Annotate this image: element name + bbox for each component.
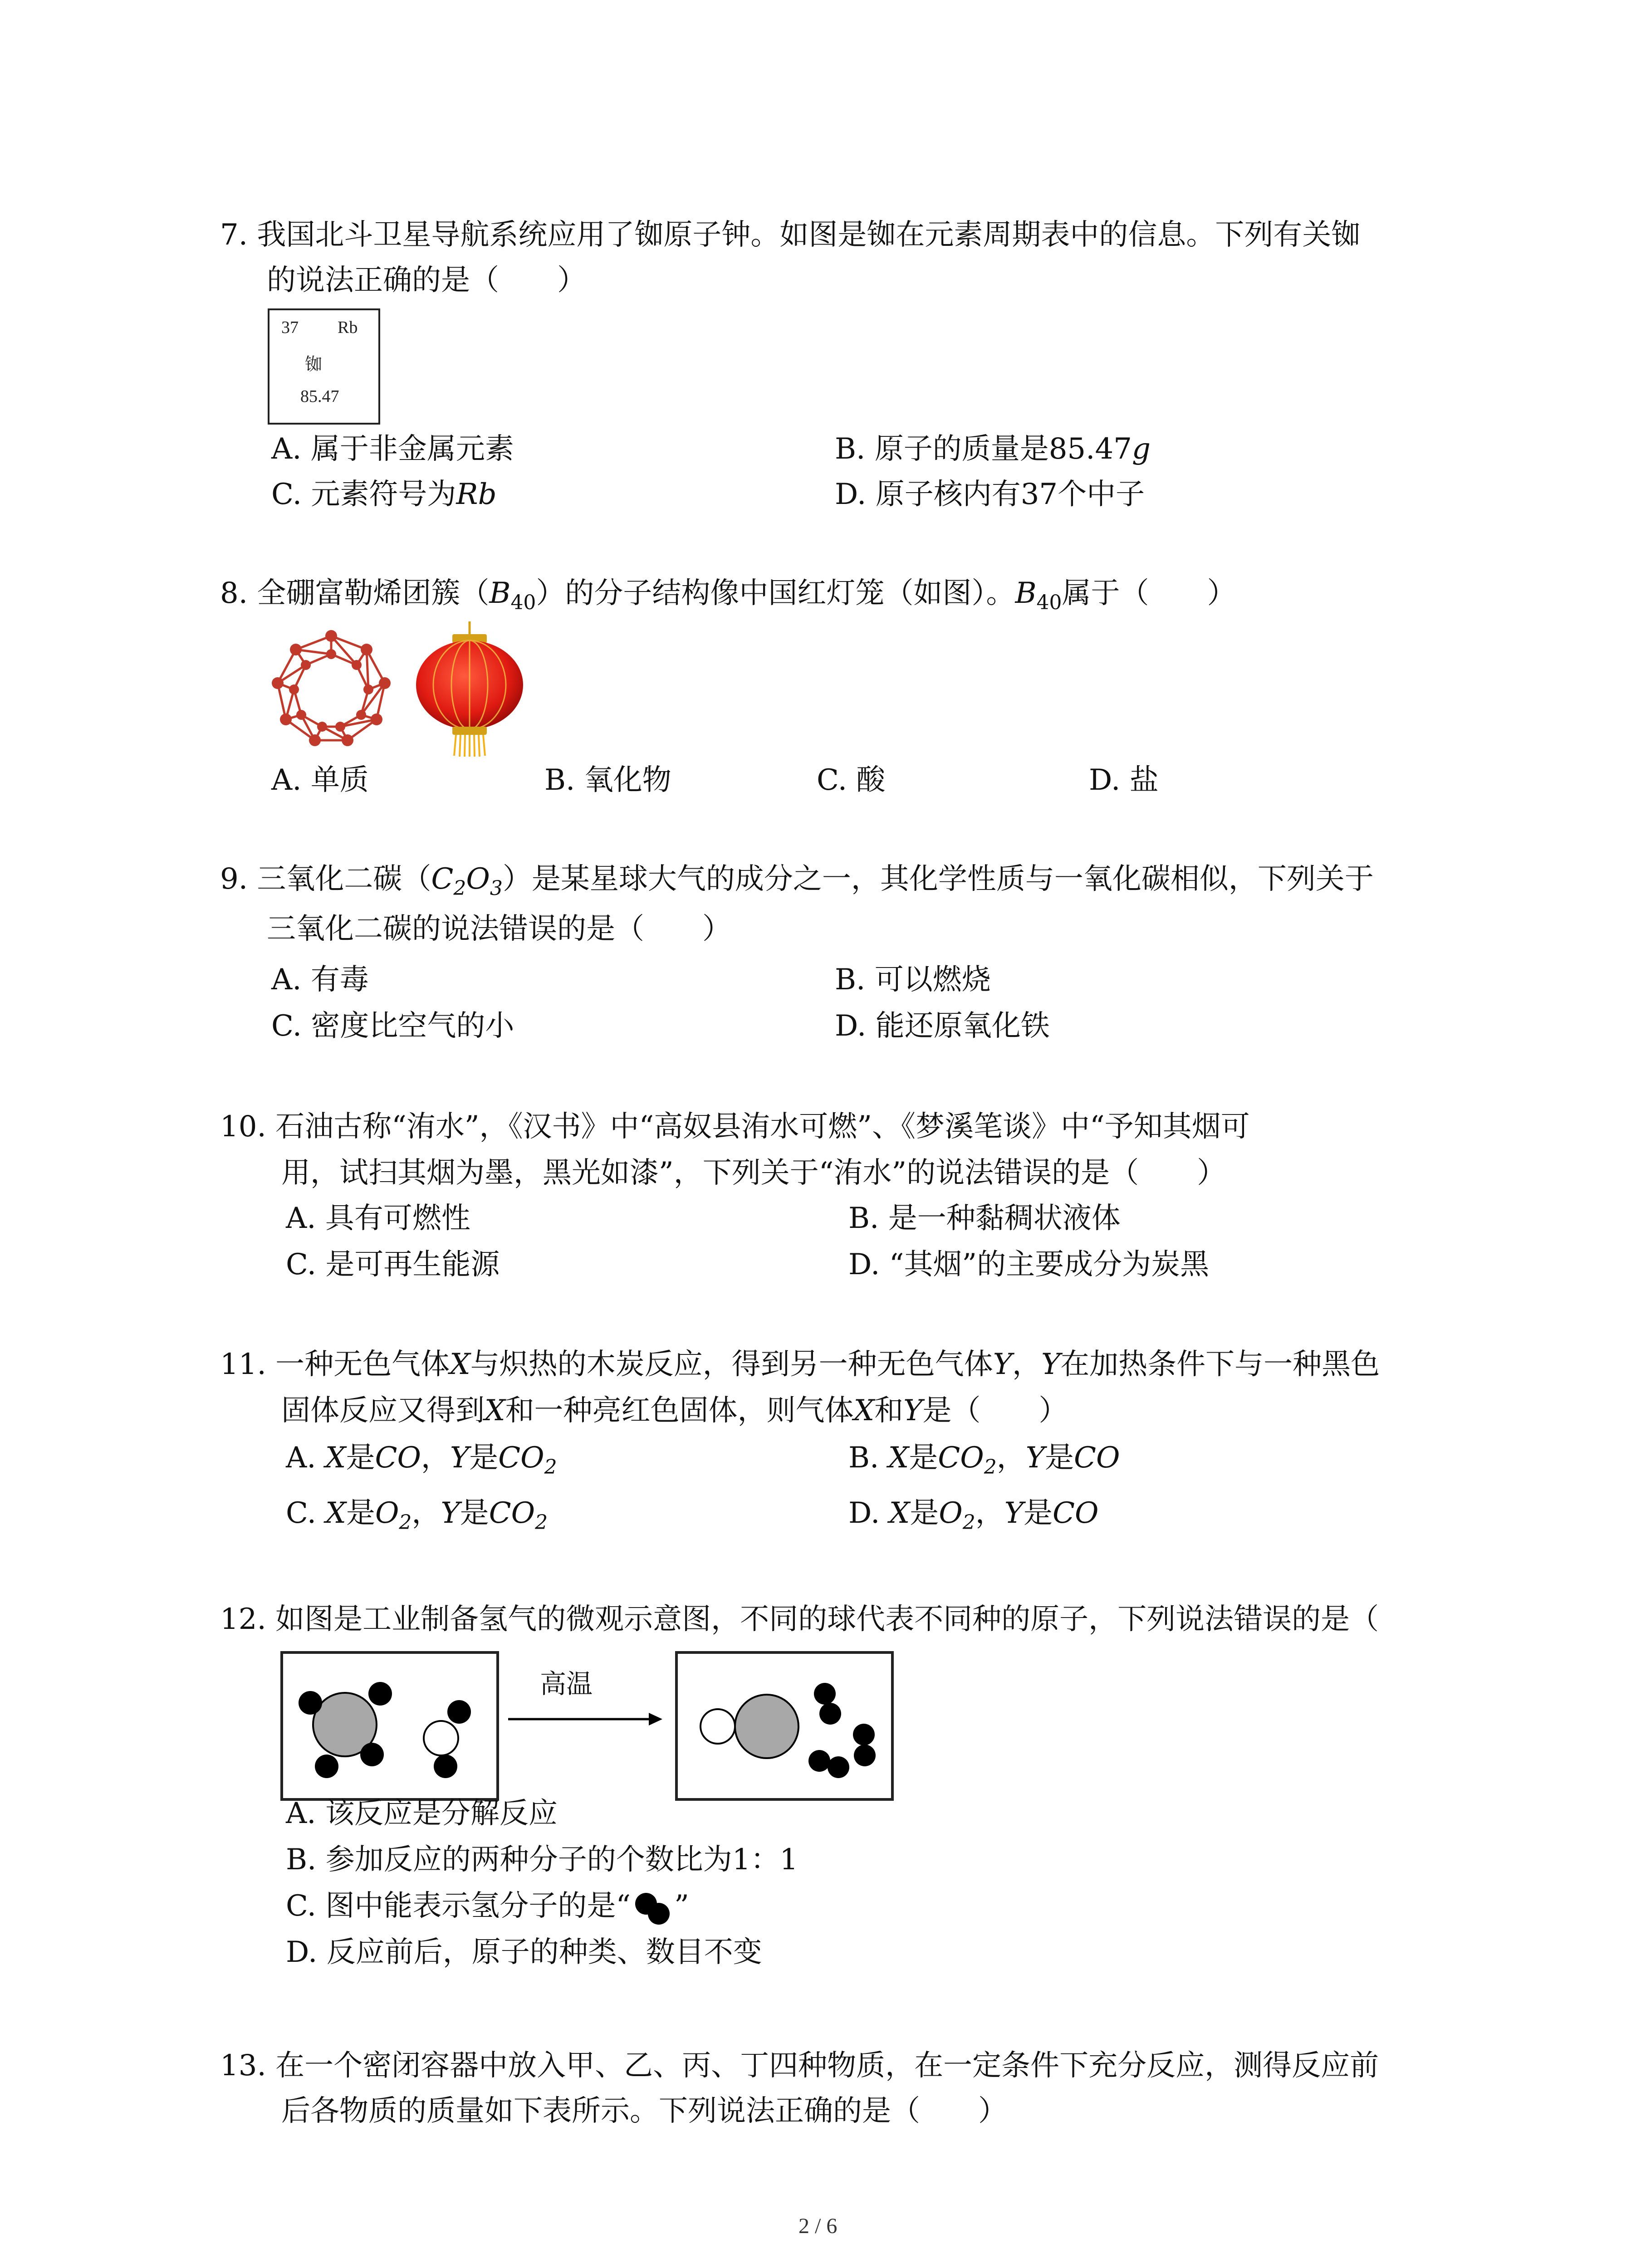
q13-line1: 13. 在一个密闭容器中放入甲、乙、丙、丁四种物质，在一定条件下充分反应，测得反应前: [220, 2049, 1379, 2082]
q12-line1: 12. 如图是工业制备氢气的微观示意图，不同的球代表不同种的原子，下列说法错误的是（: [220, 1603, 1379, 1636]
q9-option-a: A. 有毒: [271, 963, 369, 997]
q12-option-c: C. 图中能表示氢分子的是“ ”: [286, 1883, 689, 1929]
q11-line2: 固体反应又得到X和一种亮红色固体，则气体X和Y是（ ）: [281, 1394, 1068, 1427]
q10-option-a: A. 具有可燃性: [286, 1202, 470, 1235]
q10-line1: 10. 石油古称“洧水”，《汉书》中“高奴县洧水可燃”、《梦溪笔谈》中“予知其烟可: [220, 1110, 1250, 1144]
q11-option-a: A. X是CO，Y是$CO_2$: [286, 1441, 557, 1479]
q7-option-a: A. 属于非金属元素: [271, 432, 514, 466]
q12-option-d: D. 反应前后，原子的种类、数目不变: [286, 1936, 762, 1969]
q11-option-d: D. X是$O_2$，Y是CO: [848, 1496, 1099, 1534]
q10-line2: 用，试扫其烟为墨，黑光如漆”，下列关于“洧水”的说法错误的是（ ）: [281, 1156, 1226, 1190]
q8-option-b: B. 氧化物: [544, 763, 671, 797]
q9-option-c: C. 密度比空气的小: [271, 1009, 514, 1043]
red-lantern-image: [411, 621, 529, 758]
q7-option-b: B. 原子的质量是85.47g: [835, 432, 1151, 466]
q8-option-a: A. 单质: [271, 763, 369, 797]
q12-option-b: B. 参加反应的两种分子的个数比为1：1: [286, 1843, 798, 1877]
q8-option-c: C. 酸: [817, 763, 886, 797]
page-number: 2 / 6: [798, 2214, 838, 2238]
element-atomic-mass: 85.47: [300, 387, 339, 406]
q7-line1: 7. 我国北斗卫星导航系统应用了铷原子钟。如图是铷在元素周期表中的信息。下列有关铷: [220, 218, 1361, 252]
reactants-box: [280, 1651, 499, 1801]
q10-option-d: D. “其烟”的主要成分为炭黑: [848, 1248, 1210, 1281]
q9-option-d: D. 能还原氧化铁: [835, 1009, 1050, 1043]
q8-line1: 8. 全硼富勒烯团簇$(B_{40})$的分子结构像中国红灯笼（如图）。$B_{40}$属于（ ）: [220, 577, 1236, 614]
q10-option-b: B. 是一种黏稠状液体: [848, 1202, 1121, 1235]
element-symbol: Rb: [338, 318, 358, 337]
product-molecules: [678, 1654, 891, 1798]
reactant-molecules: [283, 1654, 496, 1798]
hydrogen-molecule-icon: [631, 1890, 674, 1926]
products-box: [675, 1651, 894, 1801]
element-name: 铷: [305, 354, 323, 374]
rubidium-element-card: [268, 308, 380, 425]
q7-option-c: C. 元素符号为Rb: [271, 478, 497, 511]
q7-line2: 的说法正确的是（ ）: [267, 264, 586, 297]
q11-option-b: B. X是$CO_2$，Y是CO: [848, 1441, 1120, 1479]
q8-option-d: D. 盐: [1089, 763, 1159, 797]
boron-cluster-image: [268, 626, 395, 753]
arrow-condition-label: 高温: [540, 1668, 593, 1699]
q10-option-c: C. 是可再生能源: [286, 1248, 500, 1281]
q11-line1: 11. 一种无色气体X与炽热的木炭反应，得到另一种无色气体Y，Y在加热条件下与一种黑色: [220, 1348, 1380, 1381]
q11-option-c: C. X是$O_2$，Y是$CO_2$: [286, 1496, 548, 1534]
q9-line1: 9. 三氧化二碳$(C_2O_3)$是某星球大气的成分之一，其化学性质与一氧化碳相似，下列关于: [220, 862, 1374, 900]
q13-line2: 后各物质的质量如下表所示。下列说法正确的是（ ）: [281, 2094, 1007, 2128]
q9-option-b: B. 可以燃烧: [835, 963, 991, 997]
element-atomic-number: 37: [281, 318, 299, 337]
q9-line2: 三氧化二碳的说法错误的是（ ）: [267, 912, 731, 946]
q12-option-a: A. 该反应是分解反应: [286, 1797, 558, 1830]
q7-option-d: D. 原子核内有37个中子: [835, 478, 1145, 511]
